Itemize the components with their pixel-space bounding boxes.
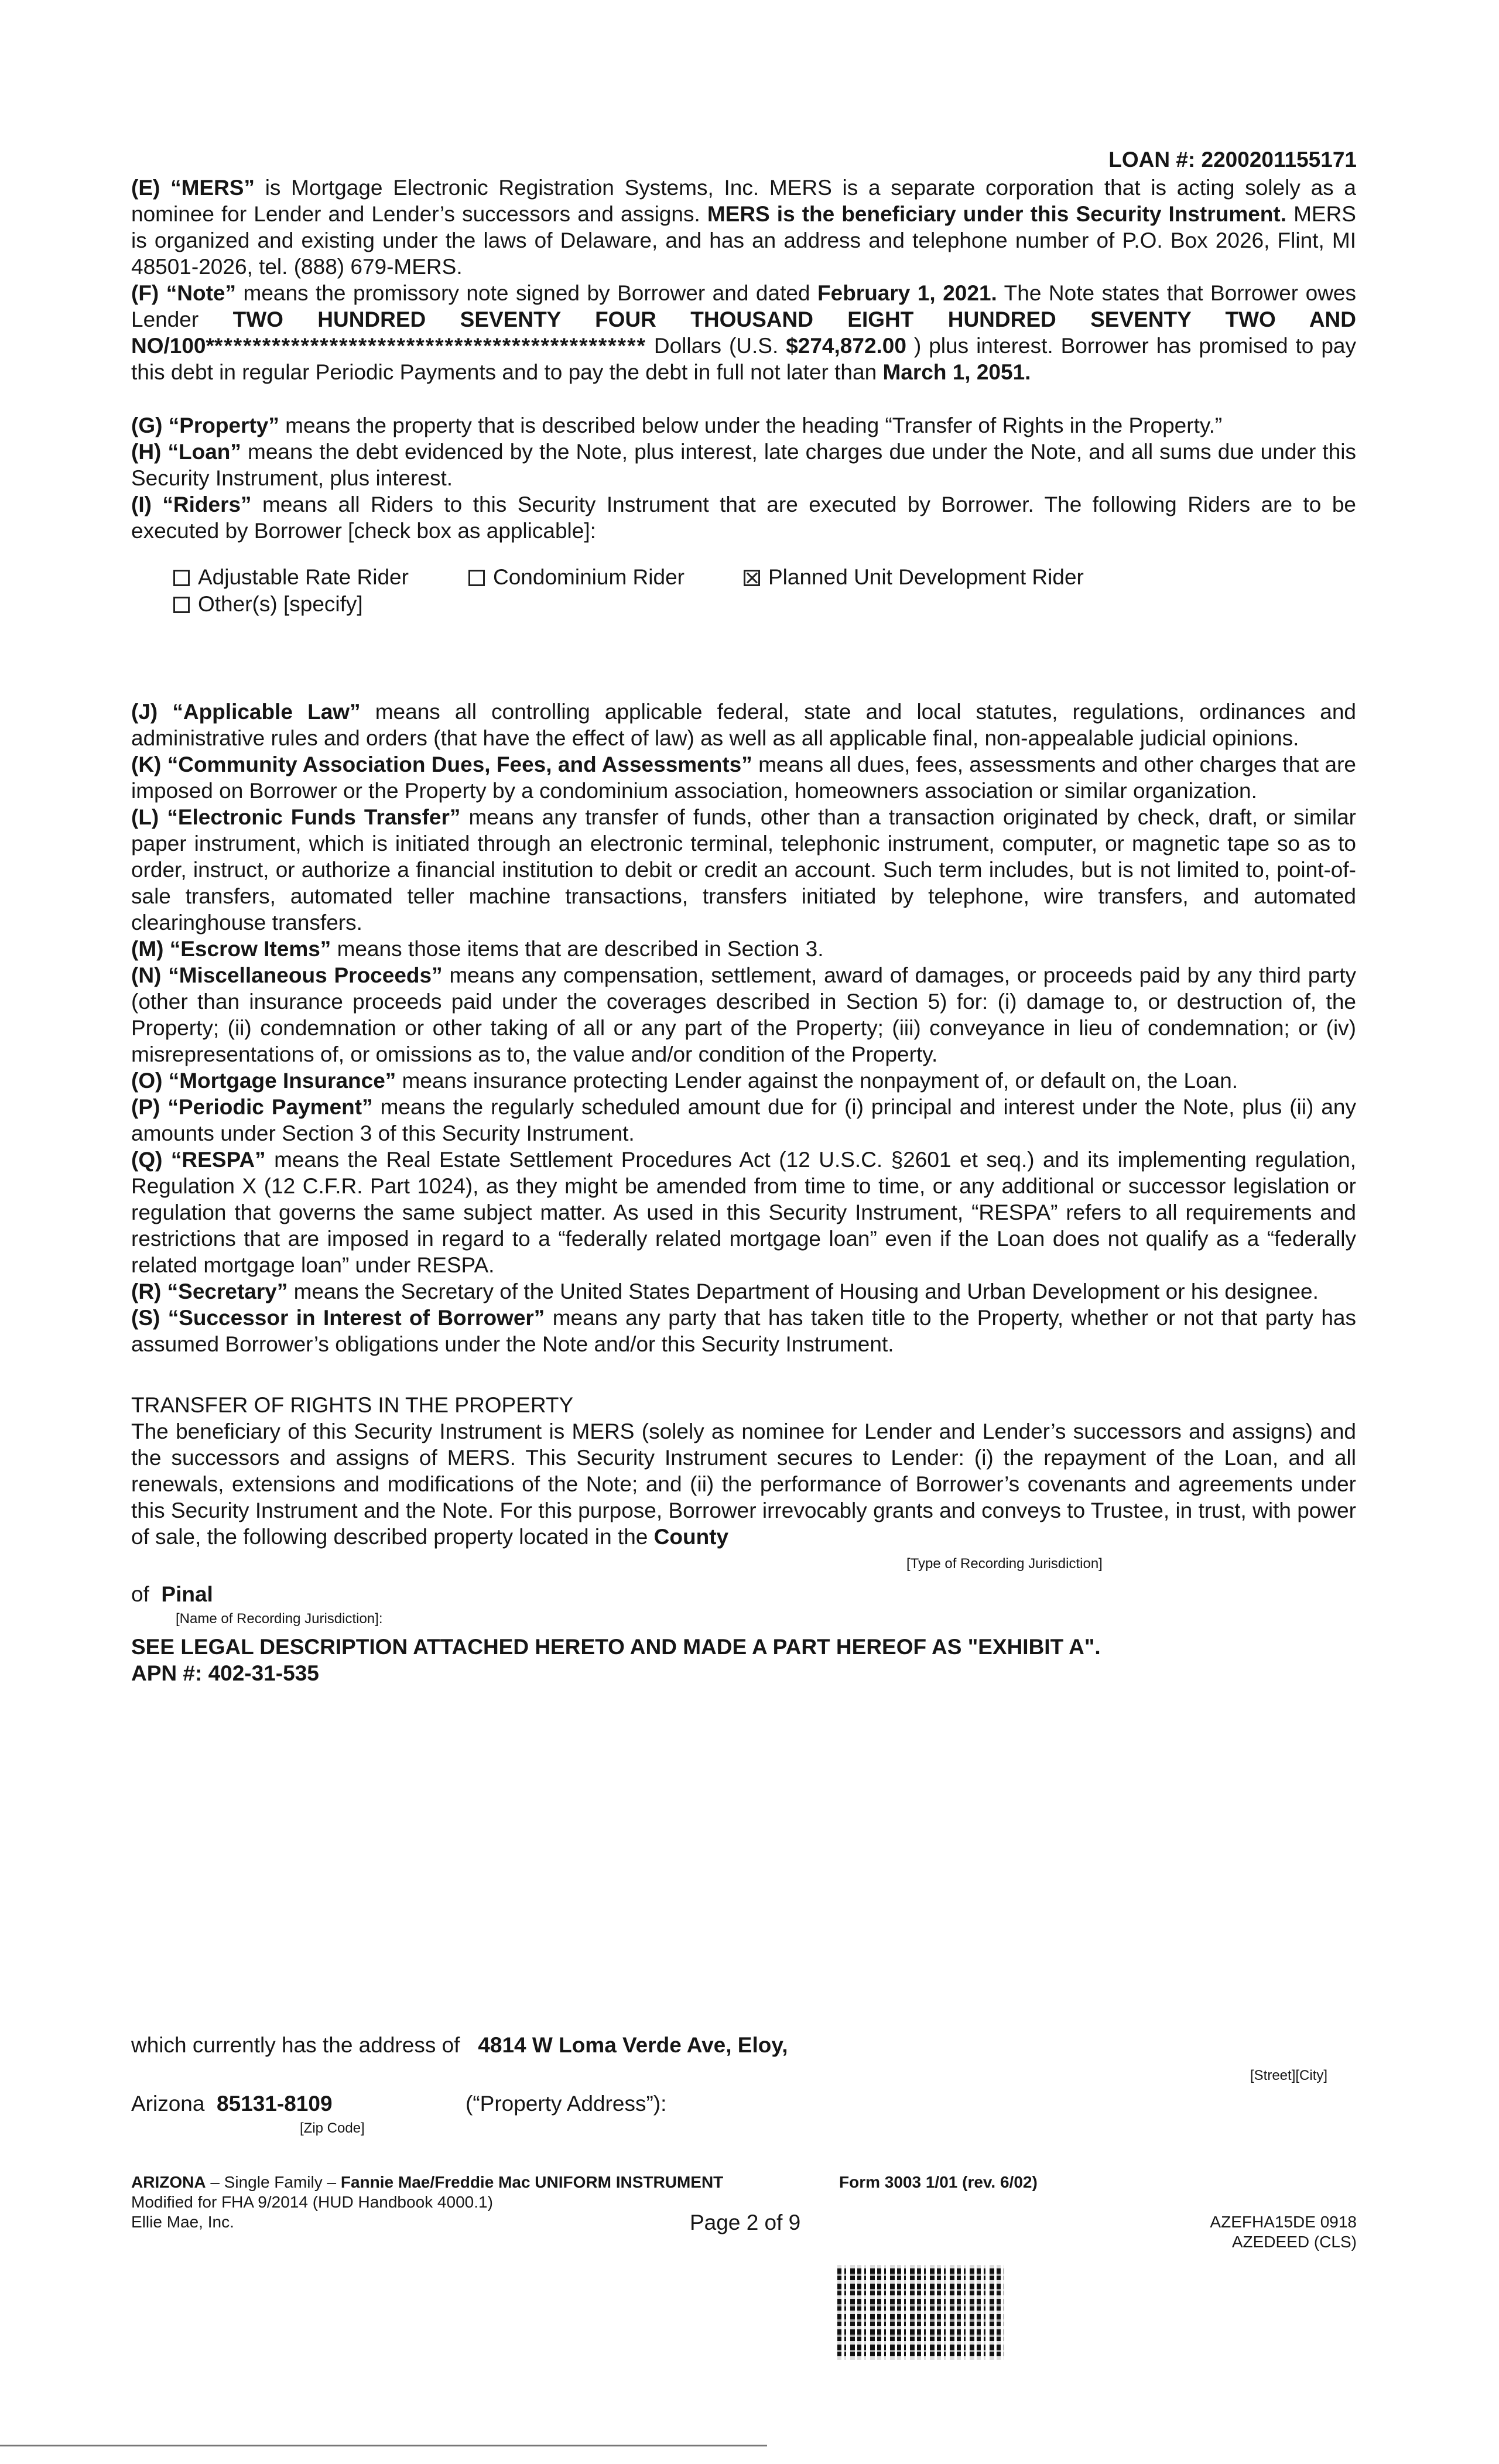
address-line xyxy=(131,2032,788,2059)
definition-text: means the debt evidenced by the Note, plus interest, late charges due under the Note, and all sums due under this Security Instrument, plus interest. xyxy=(131,440,1356,490)
definition-label: (Q) “RESPA” xyxy=(131,1148,266,1172)
footer-line-1 xyxy=(131,2172,723,2192)
definition-text: means all Riders to this Security Instrument that are executed by Borrower. The following Riders are to be executed by Borrower [check box as applicable]: xyxy=(131,492,1356,543)
rider-label: Planned Unit Development Rider xyxy=(768,565,1084,589)
definition-text: ) plus interest. Borrower has promised to pay this debt in regular Periodic Payments and to pay the debt in full not later than xyxy=(131,334,1356,384)
definition-text: is Mortgage Electronic Registration Systems, Inc. MERS is a separate corporation that is acting solely as a nominee for Lender and Lender’s successors and assigns. xyxy=(131,176,1356,226)
definition-h xyxy=(131,439,1356,491)
definition-g xyxy=(131,412,1356,439)
definition-text: means any compensation, settlement, award of damages, or proceeds paid by any third party (other than insurance proceeds paid under the coverages described in Section 5) for: (i) damage to, or destruction of, the Property; (ii) condemnation or other taking of all or any part of the Property; (iii) conveyance in lieu of condemnation; or (iv) misrepresentations of, or omissions as to, the value and/or condition of the Property. xyxy=(131,963,1356,1066)
footer-state: ARIZONA xyxy=(131,2173,206,2191)
footer-line-2: Modified for FHA 9/2014 (HUD Handbook 4000.1) xyxy=(131,2193,493,2211)
footer-family: – Single Family – xyxy=(206,2173,341,2191)
definition-label: (F) “Note” xyxy=(131,281,236,305)
definition-label: (O) “Mortgage Insurance” xyxy=(131,1069,396,1093)
jurisdiction-type-caption: [Type of Recording Jurisdiction] xyxy=(906,1556,1103,1572)
definition-m xyxy=(131,936,1356,962)
jurisdiction-name-line xyxy=(131,1581,213,1608)
footer-instrument: Fannie Mae/Freddie Mac UNIFORM INSTRUMENT xyxy=(340,2173,724,2191)
definition-label: (S) “Successor in Interest of Borrower” xyxy=(131,1306,545,1330)
fill-stars: ********************************************* xyxy=(214,334,646,358)
jurisdiction-type: County xyxy=(653,1525,729,1549)
state-zip-line xyxy=(131,2090,333,2117)
definition-text: means all dues, fees, assessments and other charges that are imposed on Borrower or the Property by a condominium association, homeowners association or similar organization. xyxy=(131,752,1356,803)
barcode-image xyxy=(837,2265,1004,2360)
definition-j xyxy=(131,699,1356,751)
footer-line-3: Ellie Mae, Inc. xyxy=(131,2213,234,2231)
rider-label: Adjustable Rate Rider xyxy=(198,565,409,589)
definition-k xyxy=(131,751,1356,804)
definition-text: means the regularly scheduled amount due for (i) principal and interest under the Note, plus (ii) any amounts under Section 3 of this Security Instrument. xyxy=(131,1095,1356,1145)
definition-text: MERS is organized and existing under the laws of Delaware, and has an address and telephone number of P.O. Box 2026, Flint, MI 48501-2026, tel. (888) 679-MERS. xyxy=(131,202,1356,279)
definition-o xyxy=(131,1067,1356,1094)
definition-text: means insurance protecting Lender against the nonpayment of, or default on, the Loan. xyxy=(396,1069,1238,1093)
checkbox-unchecked[interactable] xyxy=(468,570,485,586)
rider-other xyxy=(173,591,363,618)
loan-amount-words: TWO HUNDRED SEVENTY FOUR THOUSAND EIGHT HUNDRED SEVENTY TWO AND NO/100* xyxy=(131,307,1356,358)
definition-text: means the Secretary of the United States Department of Housing and Urban Development or his designee. xyxy=(288,1279,1319,1303)
definition-label: (M) “Escrow Items” xyxy=(131,937,331,961)
jurisdiction-name: Pinal xyxy=(161,1582,213,1606)
rider-label: Other(s) [specify] xyxy=(198,592,363,616)
definition-n xyxy=(131,962,1356,1067)
definition-text: means the Real Estate Settlement Procedures Act (12 U.S.C. §2601 et seq.) and its implementing regulation, Regulation X (12 C.F.R. Part 1024), as they might be amended from time to time, or any additional or successor legislation or regulation that governs the same subject matter. As used in this Security Instrument, “RESPA” refers to all requirements and restrictions that are imposed in regard to a “federally related mortgage loan” even if the Loan does not qualify as a “federally related mortgage loan” under RESPA. xyxy=(131,1148,1356,1277)
bottom-divider xyxy=(0,2445,767,2446)
jurisdiction-name-caption: [Name of Recording Jurisdiction]: xyxy=(176,1611,383,1627)
definition-label: (L) “Electronic Funds Transfer” xyxy=(131,805,461,829)
definition-label: (R) “Secretary” xyxy=(131,1279,288,1303)
definition-label: (K) “Community Association Dues, Fees, and Assessments” xyxy=(131,752,752,776)
legal-description: SEE LEGAL DESCRIPTION ATTACHED HERETO AND MADE A PART HEREOF AS "EXHIBIT A". xyxy=(131,1635,1101,1659)
transfer-text: The beneficiary of this Security Instrument is MERS (solely as nominee for Lender and Lender’s successors and assigns) and the successors and assigns of MERS. This Security Instrument secures to Lender: (i) the repayment of the Loan, and all renewals, extensions and modifications of the Note; and (ii) the performance of Borrower’s covenants and agreements under this Security Instrument and the Note. For this purpose, Borrower irrevocably grants and conveys to Trustee, in trust, with power of sale, the following described property located in the xyxy=(131,1419,1356,1549)
checkbox-checked[interactable] xyxy=(744,570,760,586)
definition-text: means all controlling applicable federal, state and local statutes, regulations, ordinances and administrative rules and orders (that have the effect of law) as well as all applicable final, non-appealable judicial opinions. xyxy=(131,700,1356,750)
definition-label: (H) “Loan” xyxy=(131,440,241,464)
street-city-caption: [Street][City] xyxy=(1250,2068,1328,2083)
rider-planned-unit-development xyxy=(744,564,1084,591)
footer-form: Form 3003 1/01 (rev. 6/02) xyxy=(839,2173,1038,2191)
definition-bold-text: MERS is the beneficiary under this Security Instrument. xyxy=(707,202,1286,226)
definition-label: (E) “MERS” xyxy=(131,176,255,200)
definition-text: means the property that is described below under the heading “Transfer of Rights in the Property.” xyxy=(279,413,1223,437)
definition-text: means the promissory note signed by Borrower and dated xyxy=(235,281,818,305)
definition-label: (N) “Miscellaneous Proceeds” xyxy=(131,963,443,987)
page-number: Page 2 of 9 xyxy=(690,2210,801,2234)
maturity-date: March 1, 2051. xyxy=(882,360,1031,384)
definition-r xyxy=(131,1278,1356,1305)
definition-text: The Note states that Borrower owes Lender xyxy=(131,281,1357,331)
of-text: of xyxy=(131,1582,149,1606)
definition-text: means any party that has taken title to the Property, whether or not that party has assumed Borrower’s obligations under the Note and/or this Security Instrument. xyxy=(131,1306,1357,1356)
checkbox-unchecked[interactable] xyxy=(173,597,190,613)
apn-number: APN #: 402-31-535 xyxy=(131,1661,319,1685)
checkbox-unchecked[interactable] xyxy=(173,570,190,586)
definition-label: (I) “Riders” xyxy=(131,492,252,516)
zip-caption: [Zip Code] xyxy=(300,2120,365,2136)
definition-q xyxy=(131,1147,1356,1278)
footer-code-2: AZEDEED (CLS) xyxy=(1231,2233,1357,2251)
definition-label: (G) “Property” xyxy=(131,413,279,437)
footer-code-1: AZEFHA15DE 0918 xyxy=(1210,2213,1357,2231)
state: Arizona xyxy=(131,2092,205,2116)
loan-amount: $274,872.00 xyxy=(786,334,906,358)
transfer-paragraph xyxy=(131,1418,1356,1550)
transfer-heading: TRANSFER OF RIGHTS IN THE PROPERTY xyxy=(131,1393,574,1417)
note-date: February 1, 2021. xyxy=(817,281,997,305)
rider-label: Condominium Rider xyxy=(493,565,685,589)
property-address-label: (“Property Address”): xyxy=(466,2092,667,2116)
definition-s xyxy=(131,1305,1356,1357)
definition-label: (P) “Periodic Payment” xyxy=(131,1095,373,1119)
definition-f xyxy=(131,280,1356,385)
zip-code: 85131-8109 xyxy=(217,2092,333,2116)
definition-text: means those items that are described in Section 3. xyxy=(331,937,824,961)
definition-p xyxy=(131,1094,1356,1147)
definition-l xyxy=(131,804,1356,936)
definition-i xyxy=(131,491,1356,544)
definition-label: (J) “Applicable Law” xyxy=(131,700,361,724)
rider-adjustable-rate xyxy=(173,564,409,591)
street-city: 4814 W Loma Verde Ave, Eloy, xyxy=(478,2033,788,2057)
rider-condominium xyxy=(468,564,685,591)
definition-text: Dollars (U.S. xyxy=(646,334,786,358)
definition-e xyxy=(131,174,1356,280)
definition-text: means any transfer of funds, other than a transaction originated by check, draft, or similar paper instrument, which is initiated through an electronic terminal, telephonic instrument, computer, or magnetic tape so as to order, instruct, or authorize a financial institution to debit or credit an account. Such term includes, but is not limited to, point-of-sale transfers, automated teller machine transactions, transfers initiated by telephone, wire transfers, and automated clearinghouse transfers. xyxy=(131,805,1356,935)
address-prefix: which currently has the address of xyxy=(131,2033,460,2057)
loan-number: LOAN #: 2200201155171 xyxy=(1108,148,1357,172)
